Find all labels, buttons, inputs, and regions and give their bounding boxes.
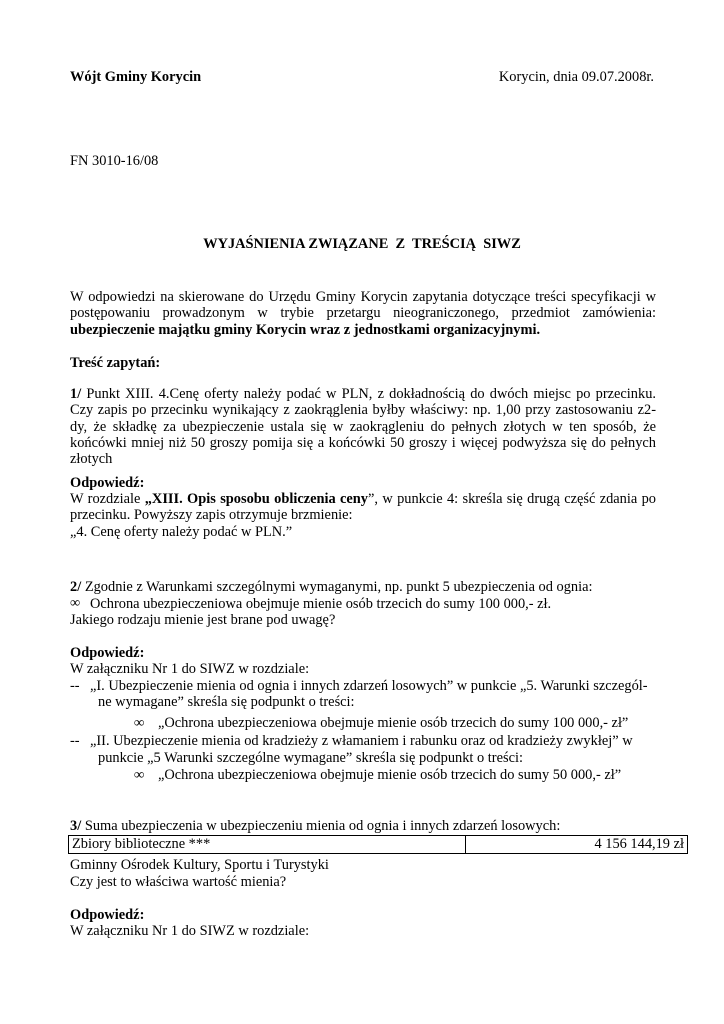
questions-heading: Treść zapytań:	[70, 355, 161, 371]
answer-1-text	[70, 491, 656, 524]
issuer: Wójt Gminy Korycin	[70, 69, 202, 85]
sum-insured-table	[68, 835, 688, 854]
answer-3-intro: W załączniku Nr 1 do SIWZ w rozdziale:	[70, 923, 310, 939]
answer-1-quote: „4. Cenę oferty należy podać w PLN.”	[70, 524, 293, 540]
intro-subject: ubezpieczenie majątku gminy Korycin wraz z jednostkami organizacyjnymi.	[70, 321, 541, 338]
answer-1-heading: Odpowiedź:	[70, 475, 145, 491]
answer-1-part-c: ”, w punkcie 4: skreśla się drugą część zdania po przecinku. Powyższy zapis otrzymuje brzmienie:	[70, 491, 656, 524]
question-1-text: Punkt XIII. 4.Cenę oferty należy podać w PLN, z dokładnością do dwóch miejsc po przecinku. Czy zapis po przecinku wynikający z zaokrąglenia byłby właściwy: np. 1,00 przy zastosowaniu z2-dy, że składkę za ubezpieczenie ustala się w zaokrągleniu do pełnych złotych w ten sposób, że końcówki mniej niż 50 groszy pomija się a końcówki 50 groszy i więcej podwyższa się do pełnych złotych	[70, 386, 656, 468]
question-1	[70, 386, 656, 467]
question-2-number: 2/	[70, 579, 82, 595]
question-3-line-1: Gminny Ośrodek Kultury, Sportu i Turystyki	[70, 857, 329, 873]
question-2	[70, 579, 656, 595]
answer-1-part-a: W rozdziale	[70, 491, 145, 507]
question-3	[70, 818, 690, 834]
answer-2-item-2-bullet: ∞	[134, 767, 145, 783]
question-2-line-2: Ochrona ubezpieczeniowa obejmuje mienie osób trzecich do sumy 100 000,- zł.	[90, 596, 552, 612]
question-2-line-1: Zgodnie z Warunkami szczególnymi wymaganymi, np. punkt 5 ubezpieczenia od ognia:	[84, 579, 593, 595]
question-3-line-2: Czy jest to właściwa wartość mienia?	[70, 874, 287, 890]
table-row	[69, 836, 688, 854]
answer-2-item-1-quote: „Ochrona ubezpieczeniowa obejmuje mienie osób trzecich do sumy 100 000,- zł”	[158, 715, 629, 731]
answer-2-item-1-dash: --	[70, 678, 80, 694]
answer-2-item-2-dash: --	[70, 733, 80, 749]
intro-paragraph	[70, 289, 656, 338]
question-3-text: Suma ubezpieczenia w ubezpieczeniu mienia od ognia i innych zdarzeń losowych:	[84, 818, 561, 834]
answer-2-item-2-line-2: punkcie „5 Warunki szczególne wymagane” skreśla się podpunkt o treści:	[98, 750, 523, 766]
answer-2-item-1-line-2: ne wymagane” skreśla się podpunkt o treści:	[98, 694, 355, 710]
place-date: Korycin, dnia 09.07.2008r.	[498, 69, 654, 85]
table-cell-value: 4 156 144,19 zł	[466, 836, 688, 854]
table-cell-label: Zbiory biblioteczne ***	[69, 836, 466, 854]
reference-number: FN 3010-16/08	[70, 153, 159, 169]
question-2-bullet: ∞	[70, 595, 81, 611]
answer-2-item-1-bullet: ∞	[134, 715, 145, 731]
question-3-number: 3/	[70, 818, 82, 834]
answer-2-intro: W załączniku Nr 1 do SIWZ w rozdziale:	[70, 661, 310, 677]
answer-3-heading: Odpowiedź:	[70, 907, 145, 923]
answer-1-chapter: „XIII. Opis sposobu obliczenia ceny	[144, 491, 369, 507]
answer-2-item-2-quote: „Ochrona ubezpieczeniowa obejmuje mienie osób trzecich do sumy 50 000,- zł”	[158, 767, 622, 783]
answer-2-item-2-line-1: „II. Ubezpieczenie mienia od kradzieży z włamaniem i rabunku oraz od kradzieży zwykłej” w	[90, 733, 633, 749]
answer-2-heading: Odpowiedź:	[70, 645, 145, 661]
answer-2-item-1-line-1: „I. Ubezpieczenie mienia od ognia i innych zdarzeń losowych” w punkcie „5. Warunki szczegól-	[90, 678, 648, 694]
question-2-line-3: Jakiego rodzaju mienie jest brane pod uwagę?	[70, 612, 336, 628]
intro-text: W odpowiedzi na skierowane do Urzędu Gminy Korycin zapytania dotyczące treści specyfikacji w postępowaniu prowadzonym w trybie przetargu nieograniczonego, przedmiot zamówienia:	[70, 289, 656, 322]
question-1-number: 1/	[70, 386, 82, 402]
document-title: WYJAŚNIENIA ZWIĄZANE Z TREŚCIĄ SIWZ	[203, 236, 521, 252]
